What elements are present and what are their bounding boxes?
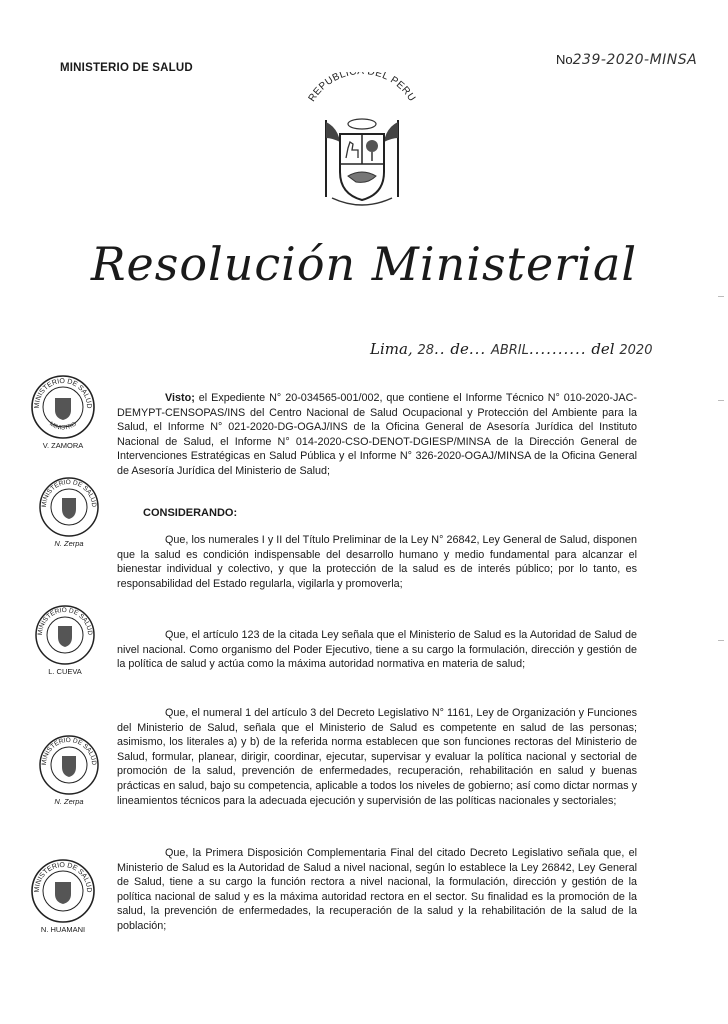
seal-5	[26, 858, 100, 934]
date-day: 28	[417, 343, 435, 358]
ministry-header: MINISTERIO DE SALUD	[60, 62, 193, 74]
ministry-seal-icon	[38, 476, 100, 538]
ministry-seal-icon	[30, 374, 96, 440]
number-prefix: No	[556, 52, 573, 67]
date-city: Lima,	[370, 340, 413, 358]
date-de1: de	[450, 340, 469, 358]
date-line: Lima, 28.. de... ABRIL.......... del 2020	[370, 340, 653, 358]
visto-paragraph: Visto; el Expediente N° 20-034565-001/002, que contiene el Informe Técnico N° 010-2020-JAC-DEMYPT-CENSOPAS/INS del Centro Nacional de Salud Ocupacional y Protección del Ambiente para la Salud, el Informe N° 021-2020-DG-OGAJ/INS de la Oficina General de Asesoría Jurídica del Instituto Nacional de Salud, el Informe N° 014-2020-CSO-DENOT-DGIESP/MINSA de la Dirección General de Intervenciones Estratégicas en Salud Pública y el Informe N° 326-2020-OGAJ/MINSA de la Oficina General de Asesoría Jurídica del Ministerio de Salud;	[117, 392, 637, 477]
seal-4	[32, 734, 106, 806]
seal-1-signature: V. ZAMORA	[42, 441, 84, 450]
seal-3-signature: L. CUEVA	[48, 667, 82, 676]
seal-2-signature: N. Zerpa	[54, 539, 84, 548]
svg-text:MINISTERIO DE SALUD: MINISTERIO DE SALUD	[33, 861, 93, 893]
scan-mark	[718, 400, 724, 401]
resolution-number	[556, 52, 697, 68]
svg-text:MINISTERIO DE SALUD: MINISTERIO DE SALUD	[33, 377, 93, 409]
svg-text:MINISTERIO DE SALUD: MINISTERIO DE SALUD	[40, 478, 98, 508]
seal-4-signature: N. Zerpa	[54, 797, 84, 806]
paragraph-4: Que, la Primera Disposición Complementaria Final del citado Decreto Legislativo señala que, el Ministerio de Salud es la Autoridad de Salud a nivel nacional, según lo establece la Ley 26842, Ley General de Salud, tiene a su cargo la función rectora a nivel nacional, la formulación, dirección y gestión de la política nacional de salud y es la máxima autoridad rectora en el sector. Su finalidad es la promoción de la salud, la prevención de enfermedades, la recuperación de la salud y la rehabilitación de la salud de la población;	[117, 847, 637, 932]
ministry-seal-icon	[30, 858, 96, 924]
scan-mark	[718, 640, 724, 641]
ministry-seal-icon	[38, 734, 100, 796]
svg-text:REPUBLICA DEL PERU	[307, 72, 418, 104]
seal-2	[32, 476, 106, 548]
svg-text:MINISTRO: MINISTRO	[48, 421, 78, 432]
coat-of-arms-icon	[292, 72, 432, 222]
paragraph-2: Que, el artículo 123 de la citada Ley señala que el Ministerio de Salud es la Autoridad de Salud de nivel nacional. Como organismo del Poder Ejecutivo, tiene a su cargo la formulación, dirección y gestión de la política de salud y actúa como la máxima autoridad normativa en materia de salud;	[117, 629, 637, 671]
considerando-heading: CONSIDERANDO:	[143, 507, 238, 519]
date-month: ABRIL	[490, 343, 529, 358]
date-year: 2020	[619, 343, 653, 358]
seal-5-signature: N. HUAMANI	[40, 925, 86, 934]
svg-text:MINISTERIO DE SALUD: MINISTERIO DE SALUD	[40, 736, 98, 766]
coat-of-arms	[292, 72, 432, 222]
document-title: Resolución Ministerial	[90, 237, 638, 291]
ministry-seal-icon	[34, 604, 96, 666]
svg-text:MINISTERIO DE SALUD: MINISTERIO DE SALUD	[36, 606, 94, 636]
paragraph-3: Que, el numeral 1 del artículo 3 del Decreto Legislativo N° 1161, Ley de Organización y Funciones del Ministerio de Salud, señala que el Ministerio de Salud es competente en salud de las personas; asimismo, los literales a) y b) de la referida norma establecen que son funciones rectoras del Ministerio de Salud, formular, planear, dirigir, coordinar, ejecutar, supervisar y evaluar la política nacional y sectorial de promoción de la salud, prevención de enfermedades, recuperación, rehabilitación en salud y buenas prácticas en salud, bajo su competencia, aplicable a todos los niveles de gobierno; así como dictar normas y lineamientos técnicos para la adecuada ejecución y supervisión de las políticas nacionales y sectoriales;	[117, 707, 637, 807]
coat-caption: REPUBLIC DEL PERU	[306, 72, 418, 104]
paragraph-1: Que, los numerales I y II del Título Preliminar de la Ley N° 26842, Ley General de Salud, disponen que la salud es condición indispensable del desarrollo humano y medio fundamental para alcanzar el bienestar individual y colectivo, y que la protección de la salud es de interés público; por lo tanto, es responsabilidad del Estado regularla, vigilarla y promoverla;	[117, 534, 637, 590]
date-de2: del	[591, 340, 615, 358]
seal-3	[28, 604, 102, 676]
visto-label: Visto;	[165, 392, 195, 404]
seal-1	[26, 374, 100, 450]
scan-mark	[718, 296, 724, 297]
number-handwritten: 239-2020-MINSA	[572, 52, 698, 68]
